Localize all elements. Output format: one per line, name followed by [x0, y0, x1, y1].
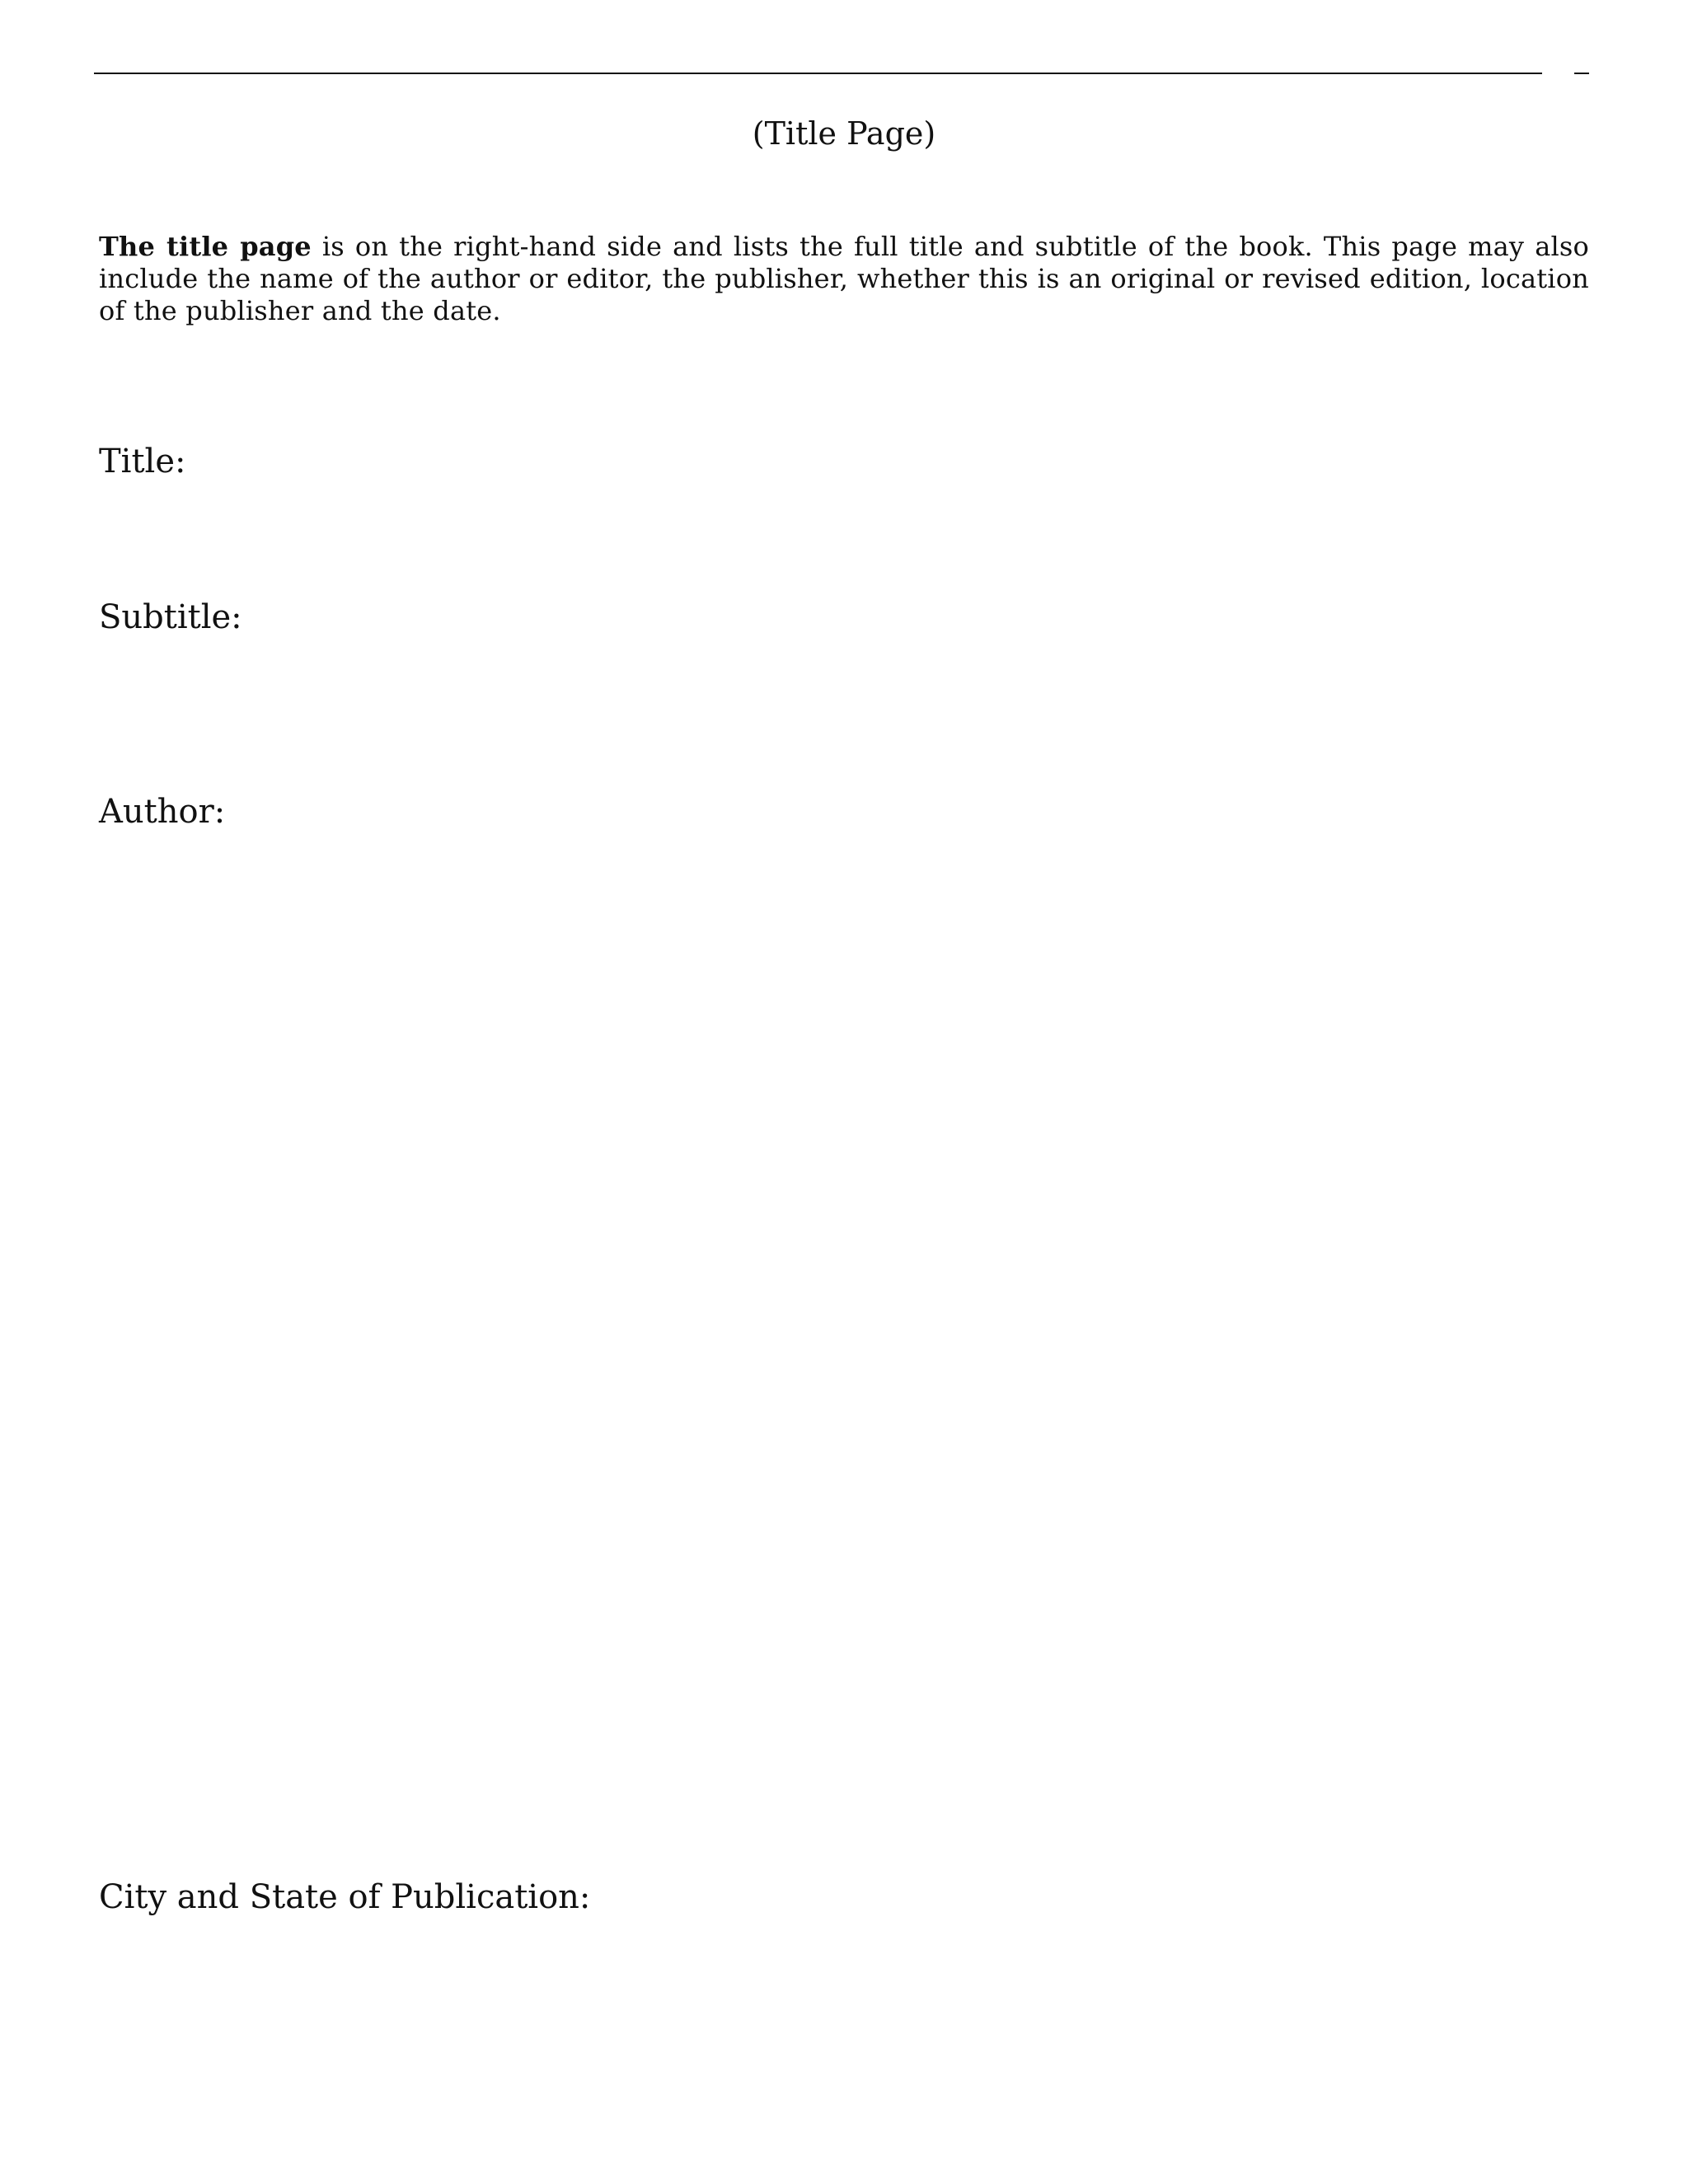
intro-text: is on the right-hand side and lists the full title and subtitle of the book. This page may also include the name of the author or editor, the publisher, whether this is an original or revised edition, location of the publisher and the date. [99, 231, 1589, 326]
subtitle-label: Subtitle: [99, 598, 242, 636]
header-rule-dash [1574, 73, 1589, 74]
city-state-label: City and State of Publication: [99, 1878, 591, 1916]
header-rule [94, 73, 1542, 74]
page-title: (Title Page) [752, 115, 936, 152]
intro-lead: The title page [99, 231, 312, 262]
title-label: Title: [99, 443, 186, 480]
intro-paragraph [99, 231, 1589, 327]
author-label: Author: [99, 793, 226, 831]
